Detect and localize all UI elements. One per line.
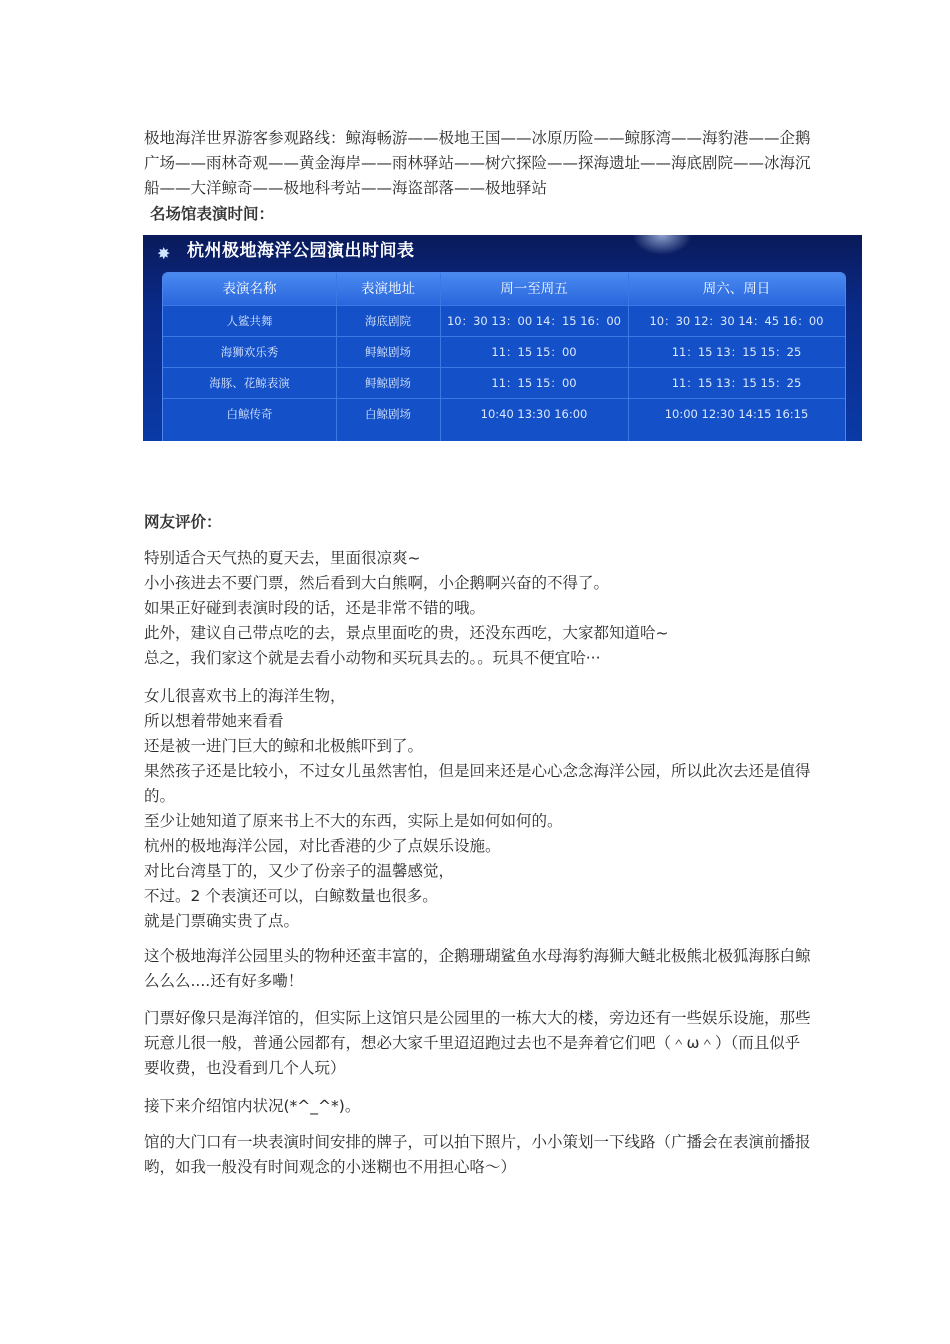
table-row [163, 336, 845, 367]
table-row [163, 305, 845, 336]
cell-show-name: 人鲨共舞 [226, 314, 273, 328]
table-row [163, 367, 845, 398]
table-header [163, 273, 845, 305]
header-cell: 表演地址 [361, 281, 415, 297]
tour-route-paragraph: 极地海洋世界游客参观路线：鲸海畅游——极地王国——冰原历险——鲸豚湾——海豹港——企鹅广场——雨林奇观——黄金海岸——雨林驿站——树穴探险——探海遗址——海底剧院——冰海沉船——大洋鲸奇——极地科考站——海盗部落——极地驿站 [144, 129, 811, 197]
review-ticket-paragraph: 门票好像只是海洋馆的，但实际上这馆只是公园里的一栋大大的楼，旁边还有一些娱乐设施，那些玩意儿很一般，普通公园都有，想必大家千里迢迢跑过去也不是奔着它们吧（＾ω＾）（而且似乎要收费，也没看到几个人玩） [144, 1009, 811, 1077]
column-divider [628, 273, 629, 441]
review-line: 对比台湾垦丁的，又少了份亲子的温馨感觉， [144, 862, 455, 880]
cell-show-name: 白鲸传奇 [226, 407, 273, 421]
review-line: 所以想着带她来看看 [144, 712, 284, 730]
review-line: 小小孩进去不要门票，然后看到大白熊啊，小企鹅啊兴奋的不得了。 [144, 574, 610, 592]
cell-weekend-times: 10:00 12:30 14:15 16:15 [664, 407, 809, 421]
cell-venue: 鲟鲸剧场 [365, 345, 411, 359]
review-line: 至少让她知道了原来书上不大的东西，实际上是如何如何的。 [144, 812, 563, 830]
starfish-icon: ✸ [157, 244, 171, 263]
cell-weekend-times: 11：15 13：15 15：25 [671, 376, 802, 390]
review-line: 如果正好碰到表演时段的话，还是非常不错的哦。 [144, 599, 486, 617]
review-line: 女儿很喜欢书上的海洋生物， [144, 687, 346, 705]
review-heading: 网友评价： [144, 513, 222, 531]
review-line: 特别适合天气热的夏天去，里面很凉爽~ [144, 549, 421, 567]
review-intro-paragraph: 接下来介绍馆内状况(*^_^*)。 [144, 1097, 361, 1115]
cell-show-name: 海豚、花鲸表演 [209, 376, 290, 390]
cell-weekend-times: 10：30 12：30 14：45 16：00 [649, 314, 824, 328]
showtime-heading: 名场馆表演时间： [150, 205, 275, 223]
cell-weekend-times: 11：15 13：15 15：25 [671, 345, 802, 359]
review-block-1 [144, 546, 812, 671]
table-row [163, 398, 845, 429]
review-line: 果然孩子还是比较小，不过女儿虽然害怕，但是回来还是心心念念海洋公园，所以此次去还是值得的。 [144, 762, 811, 805]
review-line: 就是门票确实贵了点。 [144, 912, 300, 930]
schedule-title: 杭州极地海洋公园演出时间表 [187, 241, 415, 261]
review-line: 总之，我们家这个就是去看小动物和买玩具去的。。玩具不便宜哈··· [144, 649, 601, 667]
cell-show-name: 海狮欢乐秀 [220, 345, 279, 359]
column-divider [440, 273, 441, 441]
review-entrance-paragraph: 馆的大门口有一块表演时间安排的牌子，可以拍下照片，小小策划一下线路（广播会在表演前播报哟，如我一般没有时间观念的小迷糊也不用担心咯～） [144, 1133, 811, 1176]
review-line: 不过。2 个表演还可以，白鲸数量也很多。 [144, 887, 438, 905]
review-line: 此外，建议自己带点吃的去，景点里面吃的贵，还没东西吃，大家都知道哈~ [144, 624, 669, 642]
decorative-glow [632, 235, 692, 255]
show-schedule-image [143, 235, 862, 441]
header-cell: 表演名称 [222, 281, 277, 297]
cell-venue: 白鲸剧场 [365, 407, 411, 421]
review-line: 还是被一进门巨大的鲸和北极熊吓到了。 [144, 737, 424, 755]
review-block-2 [144, 684, 812, 934]
schedule-table [162, 272, 846, 441]
cell-venue: 海底剧院 [365, 314, 411, 328]
cell-weekday-times: 11：15 15：00 [491, 376, 577, 390]
cell-weekday-times: 10：30 13：00 14：15 16：00 [446, 314, 622, 328]
review-species-paragraph: 这个极地海洋公园里头的物种还蛮丰富的，企鹅珊瑚鲨鱼水母海豹海狮大鲢北极熊北极狐海豚白鲸么么么....还有好多嘞！ [144, 947, 811, 990]
cell-venue: 鲟鲸剧场 [365, 376, 411, 390]
cell-weekday-times: 11：15 15：00 [491, 345, 577, 359]
review-line: 杭州的极地海洋公园，对比香港的少了点娱乐设施。 [144, 837, 501, 855]
header-cell: 周一至周五 [500, 281, 568, 297]
header-cell: 周六、周日 [702, 281, 771, 297]
cell-weekday-times: 10:40 13:30 16:00 [480, 407, 588, 421]
column-divider [336, 273, 337, 441]
